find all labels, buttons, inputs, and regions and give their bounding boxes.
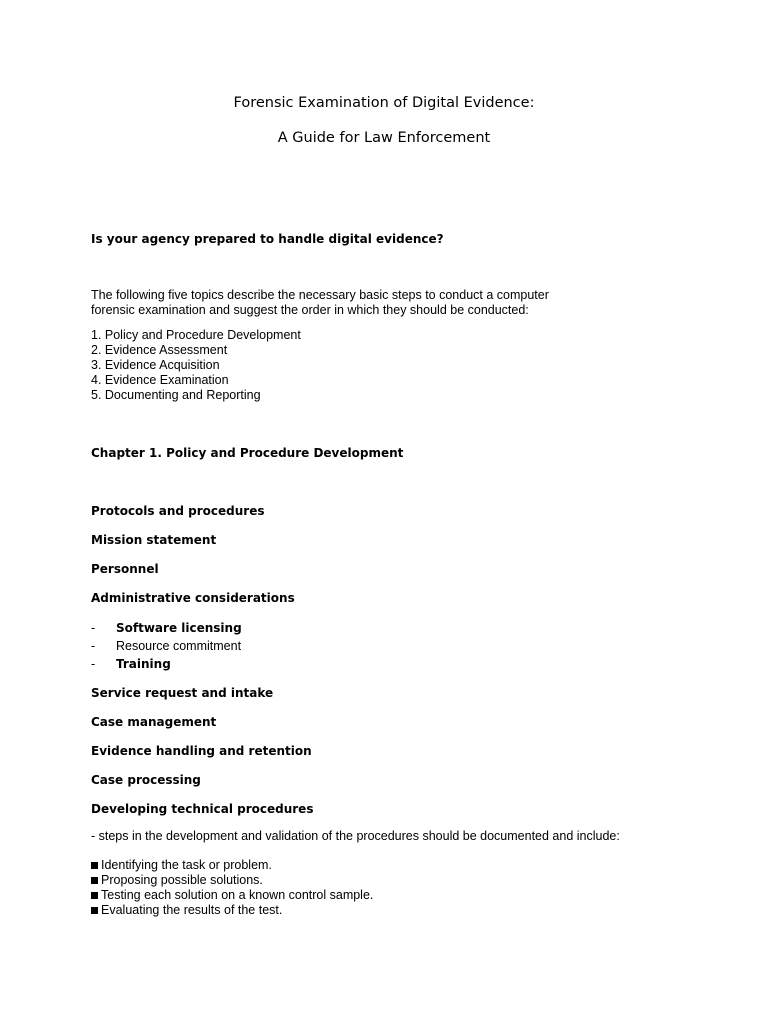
square-bullet-icon [91,907,98,914]
step-item: Testing each solution on a known control sample. [91,888,373,903]
steps-intro: - steps in the development and validation of the procedures should be documented and include: [91,829,620,843]
step-item: Evaluating the results of the test. [91,903,373,918]
section-case-management: Case management [91,715,217,729]
document-title-line-1: Forensic Examination of Digital Evidence: [233,95,535,111]
admin-item-software-licensing: Software licensing [116,621,242,635]
square-bullet-icon [91,877,98,884]
list-dash: - [91,639,96,653]
question-heading: Is your agency prepared to handle digital evidence? [91,232,444,246]
section-administrative: Administrative considerations [91,591,295,605]
intro-line-1: The following five topics describe the necessary basic steps to conduct a computer [91,288,549,302]
section-personnel: Personnel [91,562,159,576]
steps-list [91,858,373,918]
list-dash: - [91,621,96,635]
section-protocols: Protocols and procedures [91,504,265,518]
section-service-request: Service request and intake [91,686,274,700]
topic-item: 3. Evidence Acquisition [91,358,220,372]
step-item: Proposing possible solutions. [91,873,373,888]
list-dash: - [91,657,96,671]
document-title-line-2: A Guide for Law Enforcement [277,130,491,146]
chapter-heading: Chapter 1. Policy and Procedure Development [91,446,404,460]
section-evidence-handling: Evidence handling and retention [91,744,312,758]
topic-item: 1. Policy and Procedure Development [91,328,301,342]
section-mission: Mission statement [91,533,217,547]
admin-item-training: Training [116,657,171,671]
topic-item: 2. Evidence Assessment [91,343,228,357]
topic-item: 4. Evidence Examination [91,373,229,387]
topic-item: 5. Documenting and Reporting [91,388,261,402]
section-developing-procedures: Developing technical procedures [91,802,314,816]
section-case-processing: Case processing [91,773,201,787]
square-bullet-icon [91,892,98,899]
admin-item-resource-commitment: Resource commitment [116,639,242,653]
square-bullet-icon [91,862,98,869]
topics-list [91,328,301,403]
step-item: Identifying the task or problem. [91,858,373,873]
intro-line-2: forensic examination and suggest the order in which they should be conducted: [91,303,529,317]
